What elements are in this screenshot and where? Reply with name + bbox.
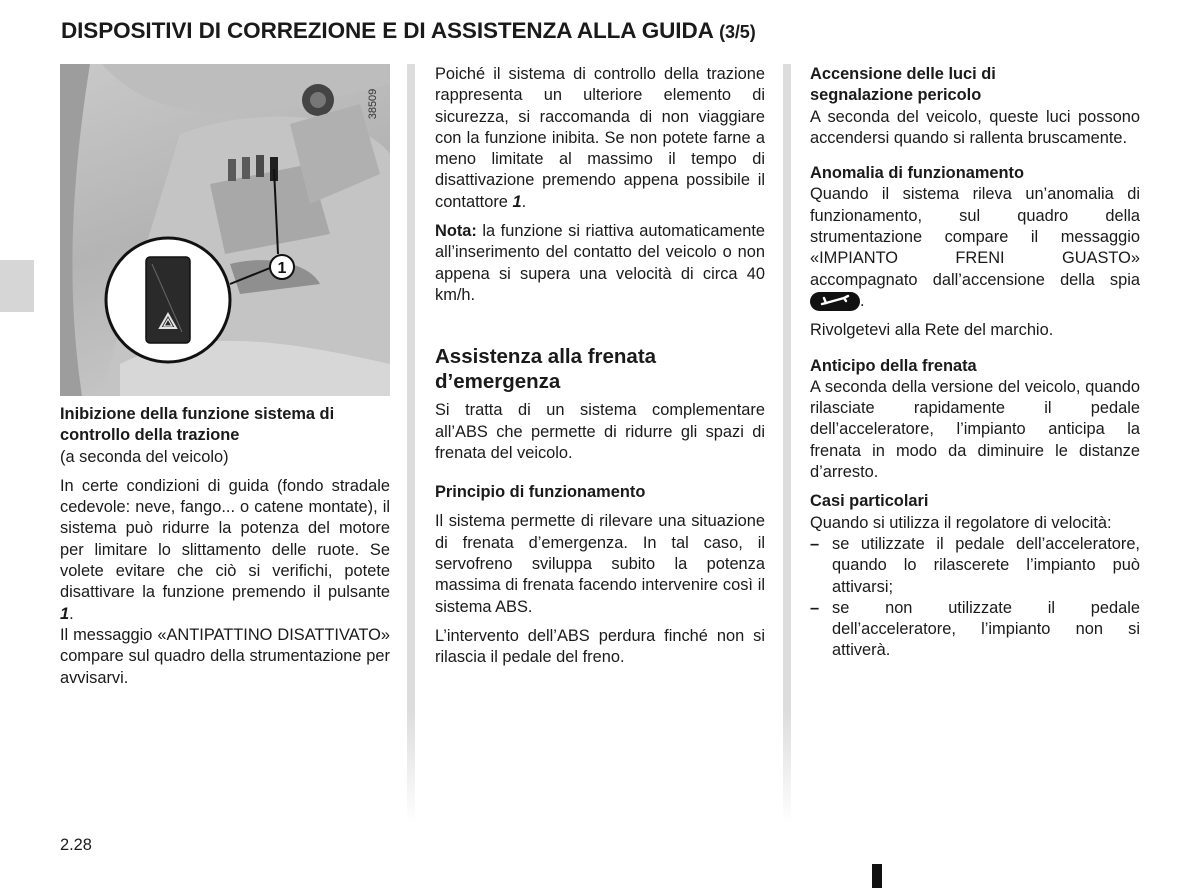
reactivation-note [435, 221, 765, 306]
traction-inhibit-heading [60, 404, 390, 447]
hazard-lights-heading [810, 64, 1140, 107]
abs-duration-text: L’intervento dell’ABS perdura finché non si rilascia il pedale del freno. [435, 626, 765, 667]
antipattino-message-text: Il messaggio «ANTIPATTINO DISATTIVATO» compare sul quadro della strumentazione per avvisarvi. [60, 625, 390, 687]
fault-description: Quando il sistema rileva un’anomalia di funzionamento, sul quadro della strumentazione compare il messaggio «IMPIANTO FRENI GUASTO» accompagnato dall’accensione della spia [810, 185, 1140, 289]
hazard-heading-line1: Accensione delle luci di [810, 65, 996, 83]
note-text: la funzione si riattiva automaticamente all’inserimento del contatto del veicolo o non appena si supera una velocità di circa 40 km/h. [435, 222, 765, 304]
safety-text-end: . [521, 192, 527, 211]
principle-text: Il sistema permette di rilevare una situazione di frenata d’emergenza. In tal caso, il servofreno sviluppa subito la potenza massima di frenata facendo intervenire così il sistema ABS. [435, 512, 765, 616]
list-item [810, 598, 1140, 662]
list-item-text: se utilizzate il pedale dell’acceleratore, quando lo rilascerete l’impianto può attivarsi; [832, 534, 1140, 596]
principle-heading: Principio di funzionamento [435, 483, 646, 502]
panel-switch-b [242, 157, 250, 179]
hazard-heading-line2: segnalazione pericolo [810, 86, 982, 105]
dealer-network-text: Rivolgetevi alla Rete del marchio. [810, 321, 1054, 340]
stalk-knob-center [310, 92, 326, 108]
traction-text: In certe condizioni di guida (fondo stradale cedevole: neve, fango... o catene montate), il sistema può ridurre la potenza del motore per limitare lo slittamento delle ruote. Se volete evitare che ciò si verifichi, potete disattivare la funzione premendo il pulsante [60, 476, 390, 602]
column-divider-left [407, 64, 415, 824]
column-divider-right [783, 64, 791, 824]
fault-text [810, 184, 1140, 312]
page-title-text: DISPOSITIVI DI CORREZIONE E DI ASSISTENZA ALLA GUIDA [61, 18, 713, 43]
list-dash: – [810, 534, 820, 553]
callout-number: 1 [277, 260, 287, 277]
wrench-warning-light-icon [810, 292, 860, 311]
dashboard-illustration [60, 64, 390, 396]
hazard-lights-text: A seconda del veicolo, queste luci possono accendersi quando si rallenta bruscamente. [810, 107, 1140, 147]
page-number: 2.28 [60, 836, 92, 854]
column-1 [60, 64, 390, 689]
special-cases-heading: Casi particolari [810, 492, 929, 511]
fault-heading: Anomalia di funzionamento [810, 164, 1024, 183]
traction-text-end: . [69, 604, 74, 623]
list-item-text: se non utilizzate il pedale dell’acceleratore, l’impianto non si attiverà. [832, 598, 1140, 660]
anticipation-text: A seconda della versione del veicolo, quando rilasciate rapidamente il pedale dell’acceleratore, l’impianto anticipa la frenata in modo da diminuire le distanze d’arresto. [810, 377, 1140, 482]
page-title [61, 18, 756, 44]
list-item [810, 534, 1140, 598]
safety-recommendation [435, 64, 765, 213]
page-corner-mark [872, 864, 882, 888]
emergency-braking-intro: Si tratta di un sistema complementare all’ABS che permette di ridurre gli spazi di frenata del veicolo. [435, 401, 765, 462]
special-cases-list [810, 534, 1140, 662]
special-cases-intro: Quando si utilizza il regolatore di velocità: [810, 513, 1112, 532]
contactor-reference: 1 [512, 192, 522, 211]
note-label: Nota: [435, 222, 477, 241]
page-part-indicator: (3/5) [719, 22, 756, 42]
panel-switch-a [228, 159, 236, 181]
instrument-cluster-hood [102, 64, 390, 114]
panel-switch-c [256, 155, 264, 177]
traction-description [60, 476, 390, 625]
list-dash: – [810, 598, 820, 617]
column-2 [435, 64, 765, 669]
safety-text: Poiché il sistema di controllo della trazione rappresenta un ulteriore elemento di sicurezza, si raccomanda di non viaggiare con la funzione inibita. Se non potete farne a meno limitate al massimo il tempo di disattivazione premendo appena possibile il contattore [435, 65, 765, 211]
column-3 [810, 64, 1140, 662]
vehicle-dependent-note: (a seconda del veicolo) [60, 447, 229, 466]
switch-reference: 1 [60, 604, 70, 623]
chapter-tab-marker [0, 260, 34, 312]
anticipation-heading: Anticipo della frenata [810, 356, 977, 375]
fault-text-end: . [860, 291, 865, 310]
steering-wheel-rim [60, 64, 90, 396]
emergency-braking-title: Assistenza alla frenata d’emergenza [435, 345, 657, 394]
dashboard-switch-photo [60, 64, 390, 396]
traction-heading-line2: controllo della trazione [60, 426, 240, 445]
image-code: 38509 [367, 88, 379, 120]
traction-heading-line1: Inibizione della funzione sistema di [60, 405, 335, 423]
